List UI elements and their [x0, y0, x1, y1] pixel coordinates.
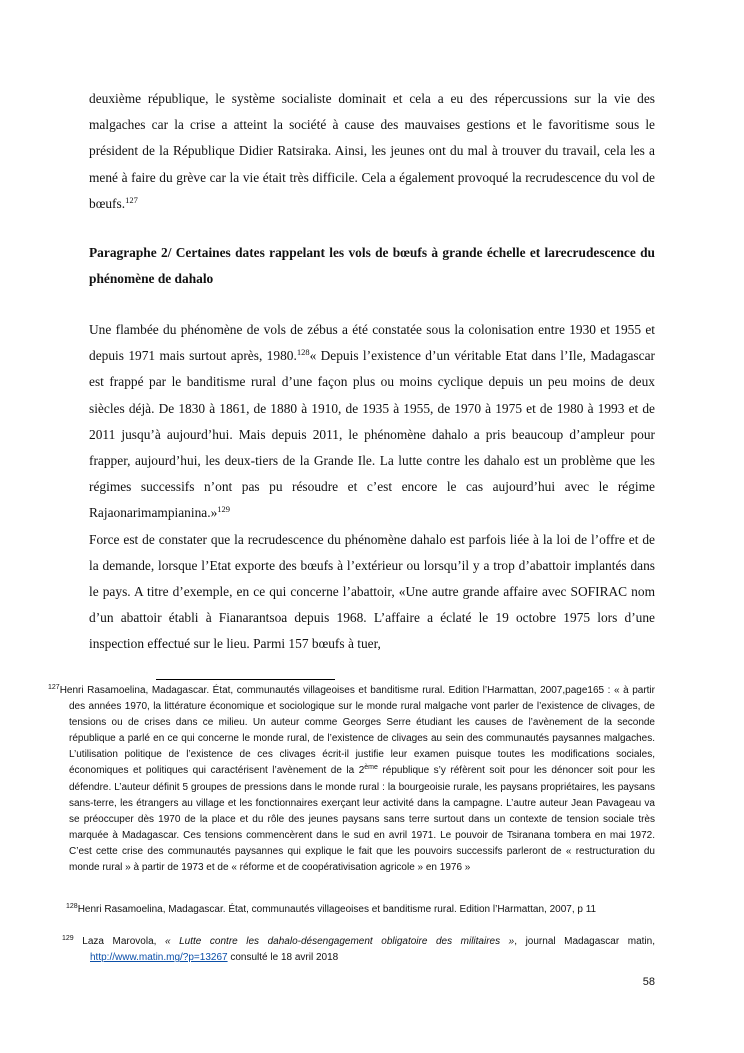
footnote-text: Laza Marovola,	[73, 936, 165, 947]
footnote-text: Henri Rasamoelina, Madagascar. État, communautés villageoises et banditisme rural. Edition l’Harmattan, 2007, p 11	[77, 904, 597, 915]
footnote-number: 129	[62, 935, 74, 942]
footnote-ref-127[interactable]: 127	[125, 194, 138, 205]
footnote-ref-128[interactable]: 128	[296, 347, 310, 358]
footnote-separator	[156, 679, 335, 680]
body-paragraph-1	[89, 86, 655, 217]
paragraph-text: Une flambée du phénomène de vols de zébus a été constatée sous la colonisation entre 1930 et 1955 et depuis 1971 mais surtout après, 1980.	[89, 322, 655, 364]
footnote-text: consulté le 18 avril 2018	[227, 952, 339, 964]
superscript-ordinal: ème	[364, 764, 378, 772]
footnote-129	[62, 934, 655, 966]
footnote-text: Henri Rasamoelina, Madagascar. État, communautés villageoises et banditisme rural. Edition l’Harmattan, 2007,page165 : « à partir des années 1970, la littérature économique et sociologique sur le monde rural malgache vont parler de l’existence de clivages, de tensions ou de crises dans ce milieu. Un auteur comme Georges Serre étudiant les causes de l’avènement de la seconde république a parlé en ce qui concerne le monde rural, de l’existence de clivages au sein des communautés paysannes malgaches. L’utilisation politique de l’existence de ces clivages écrit-il justifie leur examen puisque toutes les modifications sociales, économiques et politiques qui caractérisent l’avènement de la 2	[59, 685, 655, 777]
footnote-text: république s’y réfèrent soit pour les dénoncer soit pour les défendre. L’auteur définit 5 groupes de pressions dans le monde rural : la bourgeoisie rurale, les paysans propriétaires, les paysans sans-terre, les étrangers au village et les fonctionnaires exerçant leur activité dans la campagne. L’autre auteur Jean Pavageau va se préoccuper dès 1970 de la place et du rôle des jeunes paysans sans terre surtout dans un contexte de tension sociale très marquée à Madagascar. Ces tensions commencèrent dans le sud en avril 1971. Le pouvoir de Tsiranana tombera en mai 1972. C’est cette crise des communautés paysannes qui explique le fait que les pouvoirs successifs parleront de « restructuration du monde rural » à partir de 1973 et de « réforme et de coopérativisation agricole » en 1976 »	[69, 765, 655, 874]
footnote-128	[66, 902, 655, 918]
section-heading-text: Paragraphe 2/ Certaines dates rappelant les vols de bœufs à grande échelle et larecrudescence du phénomène de dahalo	[89, 245, 655, 287]
article-title: « Lutte contre les dahalo-désengagement obligatoire des militaires »	[164, 936, 515, 947]
body-paragraph-2	[89, 317, 655, 658]
section-heading	[89, 240, 655, 292]
footnote-number: 128	[66, 903, 78, 910]
footnote-ref-129[interactable]: 129	[217, 504, 231, 515]
quotation-text: « Depuis l’existence d’un véritable Etat dans l’Ile, Madagascar est frappé par le banditisme rural d’une façon plus ou moins cyclique depuis un peu moins de deux siècles déjà. De 1830 à 1861, de 1880 à 1910, de 1935 à 1955, de 1970 à 1975 et de 1980 à 1993 et de 2011 jusqu’à aujourd’hui. Mais depuis 2011, le phénomène dahalo a pris beaucoup d’ampleur pour frapper, aujourd’hui, les deux-tiers de la Grande Ile. La lutte contre les dahalo est un problème que les régimes successifs n’ont pas pu résoudre et c’est encore le cas aujourd’hui avec le régime Rajaonarimampianina.»	[89, 348, 655, 521]
footnote-127	[48, 683, 655, 876]
footnote-text: , journal Madagascar matin,	[514, 936, 655, 947]
paragraph-text: deuxième république, le système socialiste dominait et cela a eu des répercussions sur la vie des malgaches car la crise a atteint la société à cause des mauvaises gestions et le favoritisme sous le président de la République Didier Ratsiraka. Ainsi, les jeunes ont du mal à trouver du travail, cela les a mené à faire du grève car la vie était très difficile. Cela a également provoqué la recrudescence du vol de bœufs.	[89, 91, 655, 211]
page-number: 58	[642, 976, 655, 988]
source-link[interactable]: http://www.matin.mg/?p=13267	[90, 952, 228, 964]
footnote-number: 127	[48, 684, 60, 691]
paragraph-text: Force est de constater que la recrudescence du phénomène dahalo est parfois liée à la loi de l’offre et de la demande, lorsque l’Etat exporte des bœufs à l’extérieur ou lorsqu’il y a trop d’abattoir implantés dans le pays. A titre d’exemple, en ce qui concerne l’abattoir, «Une autre grande affaire avec SOFIRAC nom d’un abattoir établi à Fianarantsoa depuis 1968. L’affaire a éclaté le 19 octobre 1975 lors d’une inspection effectué sur le lieu. Parmi 157 bœufs à tuer,	[89, 531, 655, 652]
